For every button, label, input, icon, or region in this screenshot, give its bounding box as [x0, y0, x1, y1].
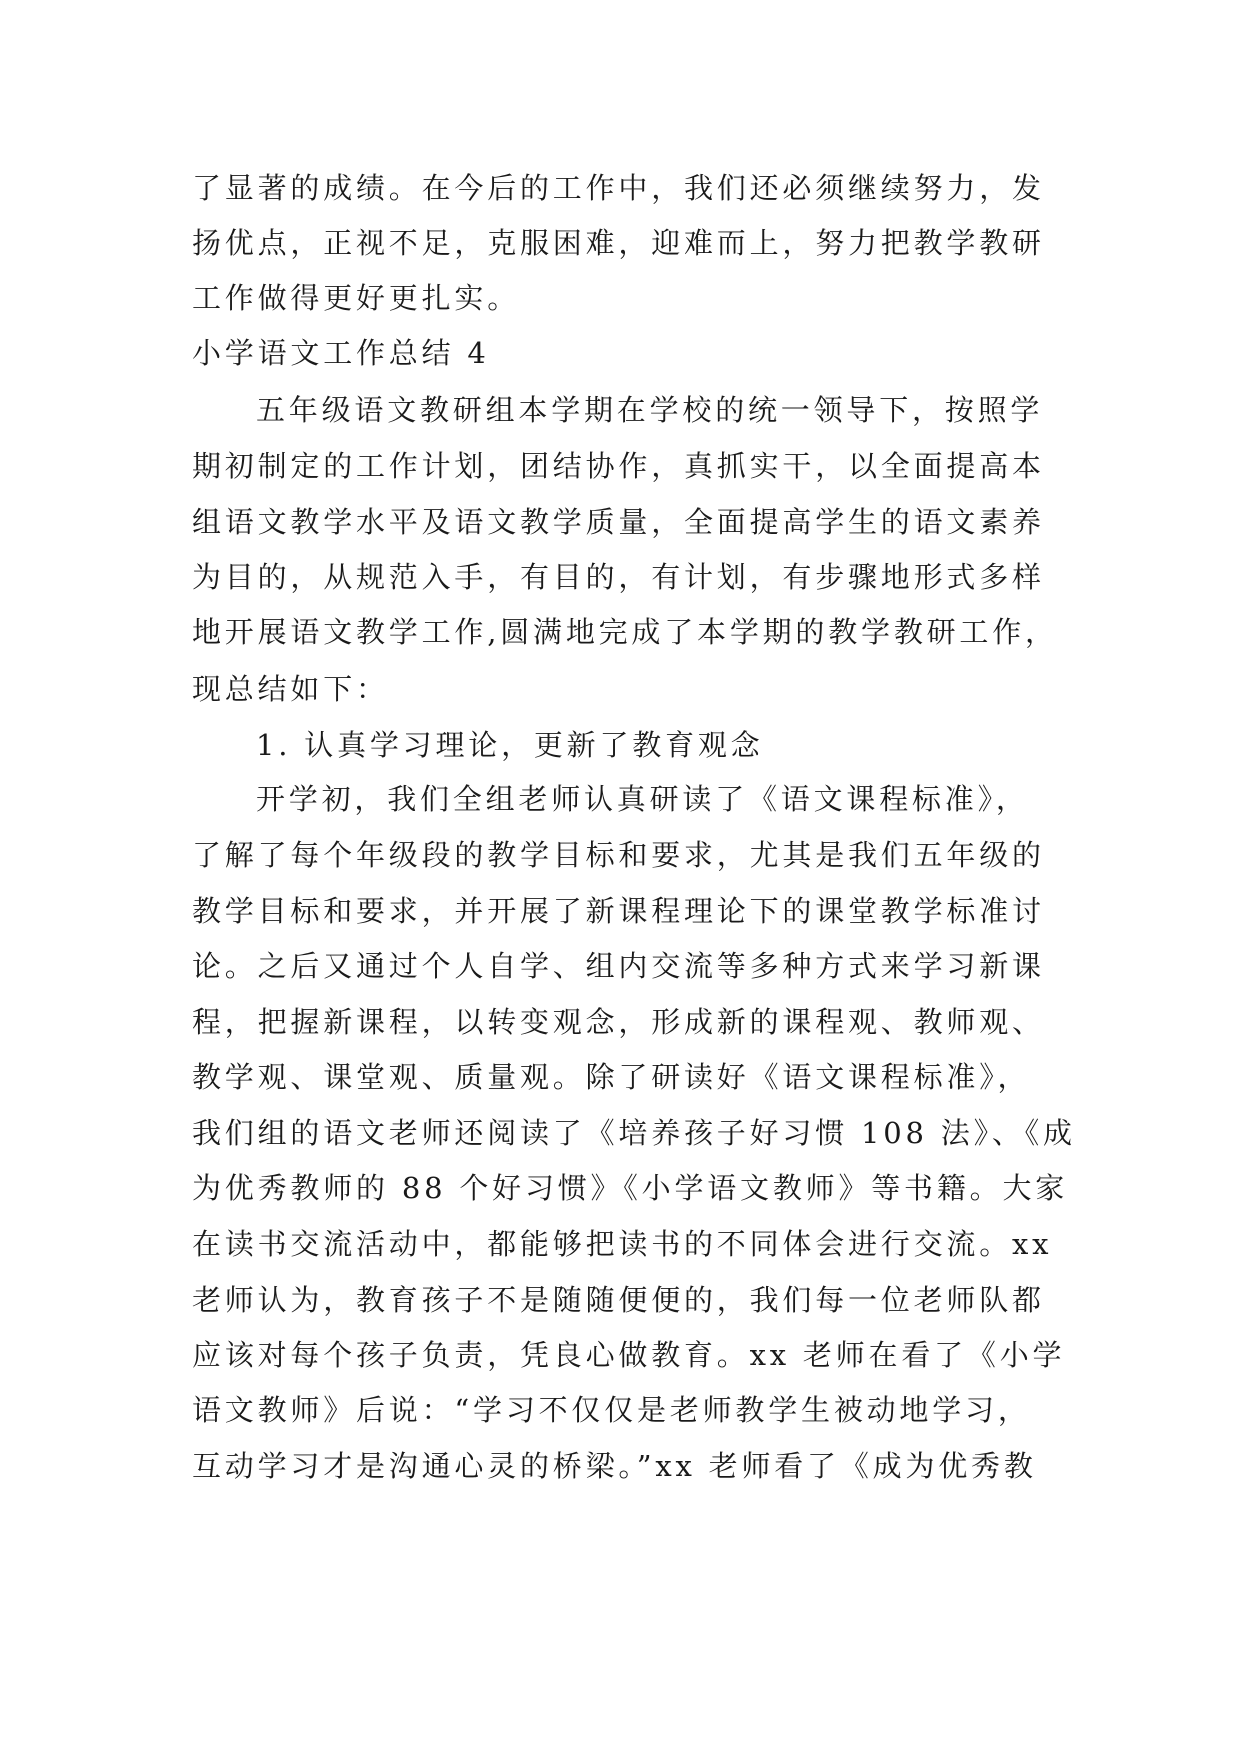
text-line: 现总结如下：	[192, 672, 389, 706]
text-line: 期初制定的工作计划，团结协作，真抓实干，以全面提高本	[192, 449, 1045, 483]
text-line: 在读书交流活动中，都能够把读书的不同体会进行交流。xx	[192, 1227, 1053, 1261]
text-line: 工作做得更好更扎实。	[192, 281, 521, 315]
text-line: 了解了每个年级段的教学目标和要求，尤其是我们五年级的	[192, 838, 1045, 872]
text-line: 教学观、课堂观、质量观。除了研读好《语文课程标准》，	[192, 1060, 1031, 1094]
text-line: 了显著的成绩。在今后的工作中，我们还必须继续努力，发	[192, 171, 1045, 205]
paragraph-start: 开学初，我们全组老师认真研读了《语文课程标准》，	[256, 782, 1029, 816]
paragraph-start: 五年级语文教研组本学期在学校的统一领导下，按照学	[256, 393, 1044, 427]
text-line: 组语文教学水平及语文教学质量，全面提高学生的语文素养	[192, 505, 1045, 539]
section-heading: 小学语文工作总结 4	[192, 336, 490, 370]
text-line: 我们组的语文老师还阅读了《培养孩子好习惯 108 法》、《成	[192, 1116, 1076, 1150]
text-line: 教学目标和要求，并开展了新课程理论下的课堂教学标准讨	[192, 894, 1045, 928]
text-line: 地开展语文教学工作,圆满地完成了本学期的教学教研工作，	[192, 615, 1058, 649]
text-line: 为优秀教师的 88 个好习惯》《小学语文教师》等书籍。大家	[192, 1171, 1069, 1205]
text-line: 程，把握新课程，以转变观念，形成新的课程观、教师观、	[192, 1005, 1045, 1039]
text-line: 论。之后又通过个人自学、组内交流等多种方式来学习新课	[192, 949, 1045, 983]
text-line: 应该对每个孩子负责，凭良心做教育。xx 老师在看了《小学	[192, 1338, 1066, 1372]
text-line: 互动学习才是沟通心灵的桥梁。”xx 老师看了《成为优秀教	[192, 1449, 1037, 1483]
text-line: 语文教师》后说：“学习不仅仅是老师教学生被动地学习，	[192, 1393, 1031, 1427]
text-line: 为目的，从规范入手，有目的，有计划，有步骤地形式多样	[192, 560, 1045, 594]
text-line: 老师认为，教育孩子不是随随便便的，我们每一位老师队都	[192, 1283, 1045, 1317]
subheading: 1. 认真学习理论，更新了教育观念	[256, 728, 764, 762]
text-line: 扬优点，正视不足，克服困难，迎难而上，努力把教学教研	[192, 226, 1045, 260]
